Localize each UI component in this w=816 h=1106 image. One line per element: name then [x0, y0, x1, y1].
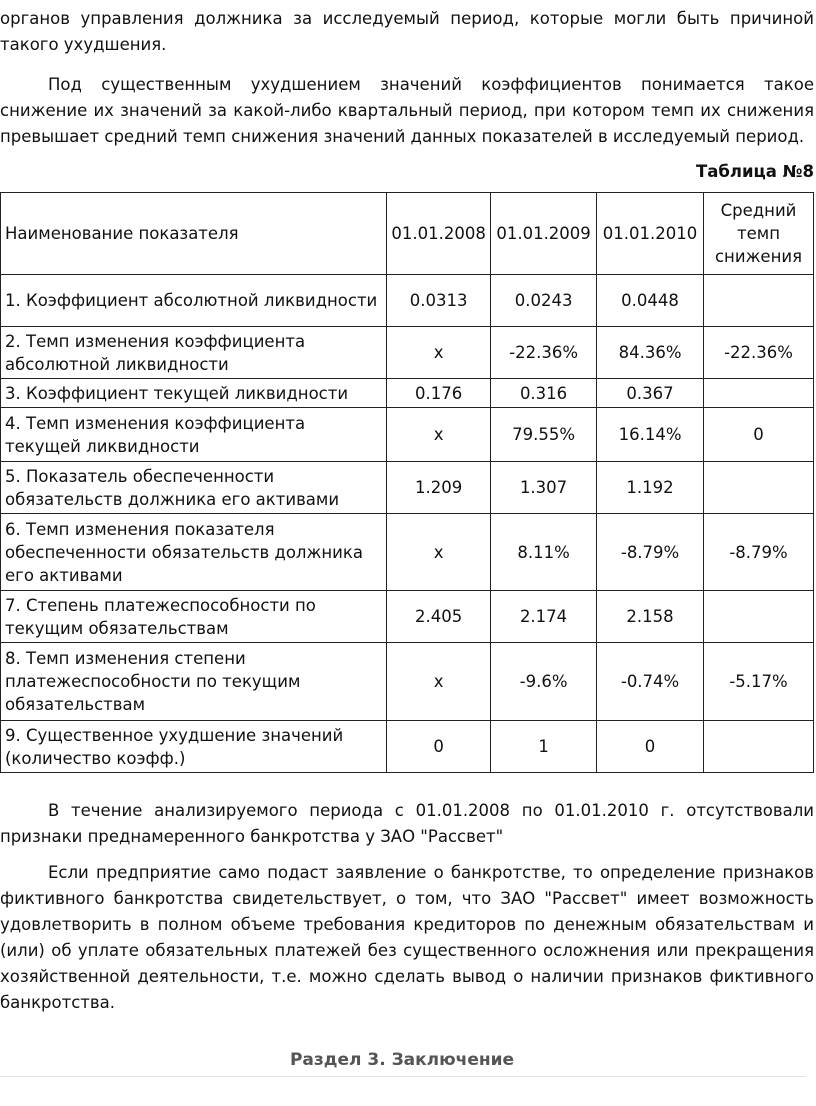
cell-2009: 1.307	[491, 462, 597, 514]
table-row	[1, 462, 814, 514]
cell-2009: 0.0243	[491, 275, 597, 327]
table-row	[1, 721, 814, 773]
cell-2008: x	[387, 643, 491, 721]
cell-2010: 84.36%	[597, 327, 704, 379]
header-date-2008: 01.01.2008	[387, 193, 491, 275]
cell-average	[704, 721, 814, 773]
header-date-2009: 01.01.2009	[491, 193, 597, 275]
table-row	[1, 275, 814, 327]
cell-average	[704, 462, 814, 514]
cell-2009: 79.55%	[491, 408, 597, 462]
cell-2010: 0.0448	[597, 275, 704, 327]
table-row	[1, 591, 814, 643]
cell-average: -22.36%	[704, 327, 814, 379]
paragraph-fictitious-bankruptcy: Если предприятие само подаст заявление о банкротстве, то определение признаков фиктивного банкротства свидетельствует, о том, что ЗАО "Рассвет" имеет возможность удовлетворить в полном объеме требования кредиторов по денежным обязательствам и (или) об уплате обязательных платежей без существенного осложнения или прекращения хозяйственной деятельности, т.е. можно сделать вывод о наличии признаков фиктивного банкротства.	[0, 863, 814, 1012]
row-name: 3. Коэффициент текущей ликвидности	[1, 379, 387, 408]
row-name: 6. Темп изменения показателя обеспеченности обязательств должника его активами	[1, 514, 387, 591]
table-row	[1, 643, 814, 721]
cell-2010: -0.74%	[597, 643, 704, 721]
row-name: 2. Темп изменения коэффициента абсолютной ликвидности	[1, 327, 387, 379]
cell-average	[704, 591, 814, 643]
row-name: 1. Коэффициент абсолютной ликвидности	[1, 275, 387, 327]
header-indicator-name: Наименование показателя	[1, 193, 387, 275]
table-row	[1, 327, 814, 379]
cell-2010: -8.79%	[597, 514, 704, 591]
row-name: 9. Существенное ухудшение значений (количество коэфф.)	[1, 721, 387, 773]
cell-2009: 8.11%	[491, 514, 597, 591]
table-caption: Таблица №8	[696, 162, 814, 181]
row-name: 8. Темп изменения степени платежеспособности по текущим обязательствам	[1, 643, 387, 721]
header-average-decline: Средний темп снижения	[704, 193, 814, 275]
cell-2009: -9.6%	[491, 643, 597, 721]
cell-2008: 0	[387, 721, 491, 773]
row-name: 4. Темп изменения коэффициента текущей ликвидности	[1, 408, 387, 462]
cell-2009: 1	[491, 721, 597, 773]
cell-2008: 2.405	[387, 591, 491, 643]
row-name: 7. Степень платежеспособности по текущим обязательствам	[1, 591, 387, 643]
cell-average	[704, 275, 814, 327]
cell-2010: 0	[597, 721, 704, 773]
divider	[0, 1076, 806, 1077]
paragraph-definition: Под существенным ухудшением значений коэффициентов понимается такое снижение их значений за какой-либо квартальный период, при котором темп их снижения превышает средний темп снижения значений данных показателей в исследуемый период.	[0, 75, 814, 146]
table-row	[1, 408, 814, 462]
cell-2010: 2.158	[597, 591, 704, 643]
cell-2008: 0.176	[387, 379, 491, 408]
header-date-2010: 01.01.2010	[597, 193, 704, 275]
paragraph-continuation: органов управления должника за исследуемый период, которые могли быть причиной такого ухудшения.	[0, 9, 814, 54]
cell-2008: 1.209	[387, 462, 491, 514]
cell-2010: 1.192	[597, 462, 704, 514]
cell-2010: 16.14%	[597, 408, 704, 462]
cell-2010: 0.367	[597, 379, 704, 408]
cell-2008: x	[387, 408, 491, 462]
cell-2009: 0.316	[491, 379, 597, 408]
table-header-row	[1, 193, 814, 275]
cell-average: 0	[704, 408, 814, 462]
indicators-table	[0, 192, 814, 773]
table-row	[1, 379, 814, 408]
section-title: Раздел 3. Заключение	[289, 1050, 515, 1070]
cell-2008: x	[387, 327, 491, 379]
cell-2009: -22.36%	[491, 327, 597, 379]
cell-average	[704, 379, 814, 408]
cell-2009: 2.174	[491, 591, 597, 643]
row-name: 5. Показатель обеспеченности обязательств должника его активами	[1, 462, 387, 514]
cell-2008: x	[387, 514, 491, 591]
paragraph-no-deliberate-bankruptcy: В течение анализируемого периода с 01.01.2008 по 01.01.2010 г. отсутствовали признаки преднамеренного банкротства у ЗАО "Рассвет"	[0, 801, 814, 846]
cell-average: -8.79%	[704, 514, 814, 591]
cell-average: -5.17%	[704, 643, 814, 721]
cell-2008: 0.0313	[387, 275, 491, 327]
table-row	[1, 514, 814, 591]
